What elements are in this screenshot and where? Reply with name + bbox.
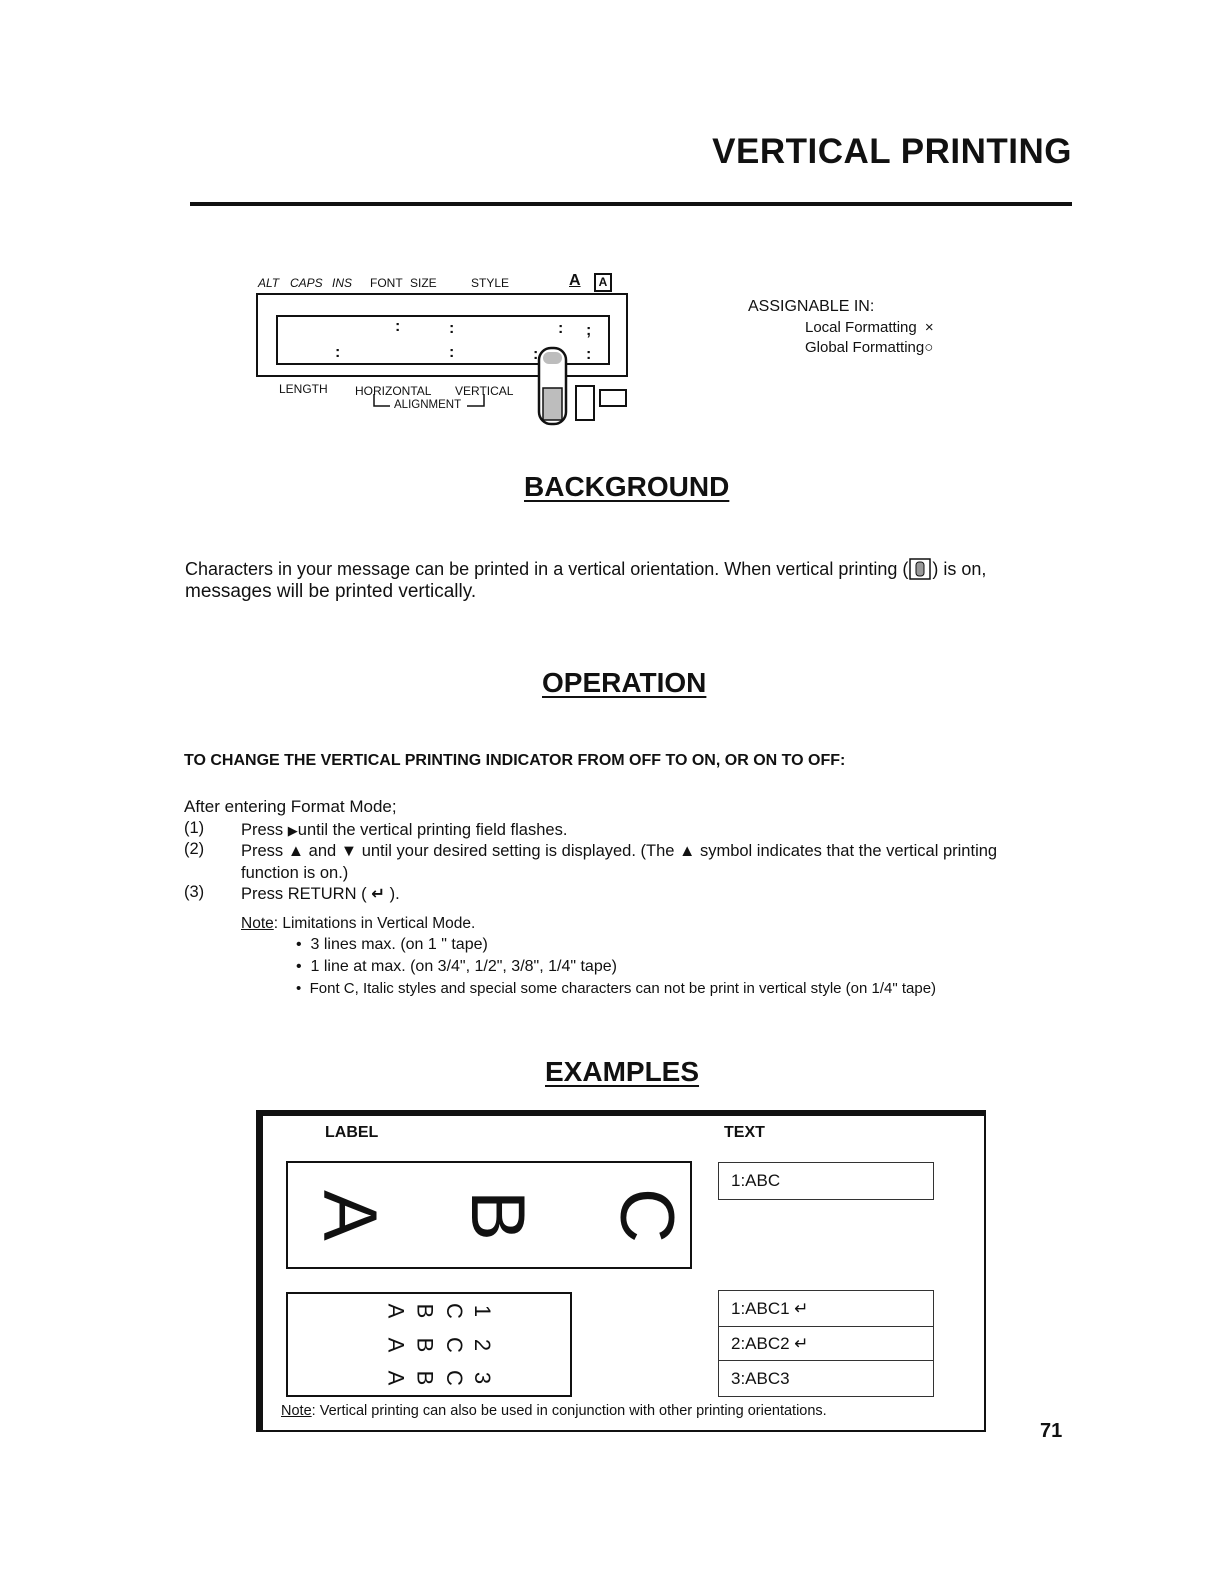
operation-note (241, 915, 475, 933)
lcd-label-horizontal: HORIZONTAL (355, 384, 432, 398)
example-1-rotated-text (306, 1169, 690, 1261)
lcd-label-ins: INS (332, 276, 353, 290)
step-2-text (241, 840, 1071, 884)
example-2-row (383, 1331, 495, 1359)
assignable-global (805, 339, 933, 356)
lcd-label-style: STYLE (471, 276, 510, 290)
vertical-print-key-icon (908, 558, 932, 580)
examples-note-text: : Vertical printing can also be used in conjunction with other printing orientations. (311, 1403, 827, 1419)
lcd-label-vertical: VERTICAL (455, 384, 514, 398)
step-1-text-b: until the vertical printing field flashes. (297, 821, 568, 839)
page-title: VERTICAL PRINTING (712, 132, 1072, 171)
limitation-bullet: • 3 lines max. (on 1 " tape) (296, 936, 488, 953)
assignable-global-label: Global Formatting (805, 339, 925, 356)
rotated-char: C (441, 1303, 467, 1319)
operation-note-text: : Limitations in Vertical Mode. (273, 915, 476, 932)
lcd-colon: ; (586, 322, 592, 339)
lcd-colon: : (558, 320, 564, 337)
lcd-label-size: SIZE (410, 276, 437, 290)
rotated-char: A (306, 1189, 392, 1241)
rotated-char: C (604, 1187, 690, 1243)
example-2-text-line: 2:ABC2 ↵ (718, 1326, 934, 1361)
rotated-char: A (383, 1303, 409, 1319)
example-2-row (383, 1297, 495, 1325)
return-key-icon: ↵ (371, 885, 386, 903)
example-2-text-line: 1:ABC1 ↵ (718, 1290, 934, 1327)
lcd-label-caps: CAPS (290, 276, 323, 290)
rotated-char: B (412, 1303, 438, 1319)
operation-note-label: Note (241, 915, 274, 932)
step-number: (1) (184, 819, 205, 837)
lcd-label-length: LENGTH (279, 382, 328, 396)
rotated-char: B (454, 1189, 540, 1241)
right-arrow-icon: ▶ (287, 823, 298, 838)
lcd-colon: : (449, 344, 455, 361)
rotated-char: C (441, 1337, 467, 1353)
lcd-colon: : (533, 346, 539, 363)
operation-heading: OPERATION (542, 667, 707, 698)
step-2-text-b: function is on.) (241, 864, 349, 882)
examples-heading: EXAMPLES (545, 1056, 700, 1087)
lcd-colon: : (395, 318, 401, 335)
background-line-2: messages will be printed vertically. (185, 581, 477, 602)
background-line-1 (185, 558, 986, 580)
rotated-char: B (412, 1337, 438, 1353)
step-3-text-b: ). (389, 885, 400, 903)
step-number: (3) (184, 883, 205, 901)
example-2-text-line: 3:ABC3 (718, 1360, 934, 1397)
examples-note-label: Note (281, 1403, 312, 1419)
examples-text-column-head: TEXT (724, 1124, 765, 1141)
operation-intro: After entering Format Mode; (184, 797, 397, 816)
lcd-indicator-a: A (569, 272, 581, 289)
limitation-text: 1 line at max. (on 3/4", 1/2", 3/8", 1/4" tape) (310, 958, 617, 975)
step-3-text-a: Press RETURN ( (241, 885, 367, 903)
limitation-bullet: • Font C, Italic styles and special some characters can not be print in vertical style (on 1/4" tape) (296, 980, 937, 997)
rotated-char: 2 (469, 1338, 495, 1352)
vertical-print-indicator-icon (534, 344, 634, 426)
example-2-row (383, 1364, 495, 1392)
limitation-text: 3 lines max. (on 1 " tape) (310, 936, 488, 953)
lcd-colon: : (586, 346, 592, 363)
step-2-text-a: Press ▲ and ▼ until your desired setting is displayed. (The ▲ symbol indicates that the vertical printing (241, 842, 998, 860)
lcd-label-alt: ALT (258, 276, 280, 290)
assignable-local-label: Local Formatting (805, 319, 917, 336)
background-heading: BACKGROUND (524, 471, 730, 502)
lcd-colon: : (335, 344, 341, 361)
assignable-heading: ASSIGNABLE IN: (748, 298, 875, 315)
rotated-char: A (383, 1337, 409, 1353)
step-1-text-a: Press (241, 821, 288, 839)
step-number: (2) (184, 840, 205, 858)
limitation-bullet: • 1 line at max. (on 3/4", 1/2", 3/8", 1/4" tape) (296, 958, 617, 975)
lcd-colon: : (449, 320, 455, 337)
rotated-char: 1 (469, 1304, 495, 1318)
examples-label-column-head: LABEL (325, 1124, 379, 1141)
assignable-local (805, 319, 934, 336)
page-number: 71 (1040, 1420, 1063, 1442)
rotated-char: C (441, 1370, 467, 1386)
operation-subheading: TO CHANGE THE VERTICAL PRINTING INDICATOR FROM OFF TO ON, OR ON TO OFF: (184, 752, 846, 769)
lcd-label-font: FONT (370, 276, 403, 290)
example-1-text: 1:ABC (718, 1162, 934, 1200)
lcd-indicator-boxed-a: A (594, 273, 612, 292)
rotated-char: B (412, 1370, 438, 1386)
limitation-text: Font C, Italic styles and special some characters can not be print in vertical style (on 1/4" tape) (309, 980, 937, 997)
assignable-global-mark: ○ (924, 339, 934, 356)
assignable-local-mark: × (924, 319, 934, 336)
examples-note (281, 1403, 827, 1419)
rotated-char: A (383, 1370, 409, 1386)
lcd-label-alignment: ALIGNMENT (394, 399, 462, 411)
background-text-a: Characters in your message can be printed in a vertical orientation. When vertical printing ( (185, 559, 909, 579)
title-rule (190, 202, 1072, 206)
background-text-b: ) is on, (932, 559, 987, 579)
rotated-char: 3 (469, 1371, 495, 1385)
step-3-text (241, 883, 1071, 905)
step-1-text (241, 819, 1071, 842)
